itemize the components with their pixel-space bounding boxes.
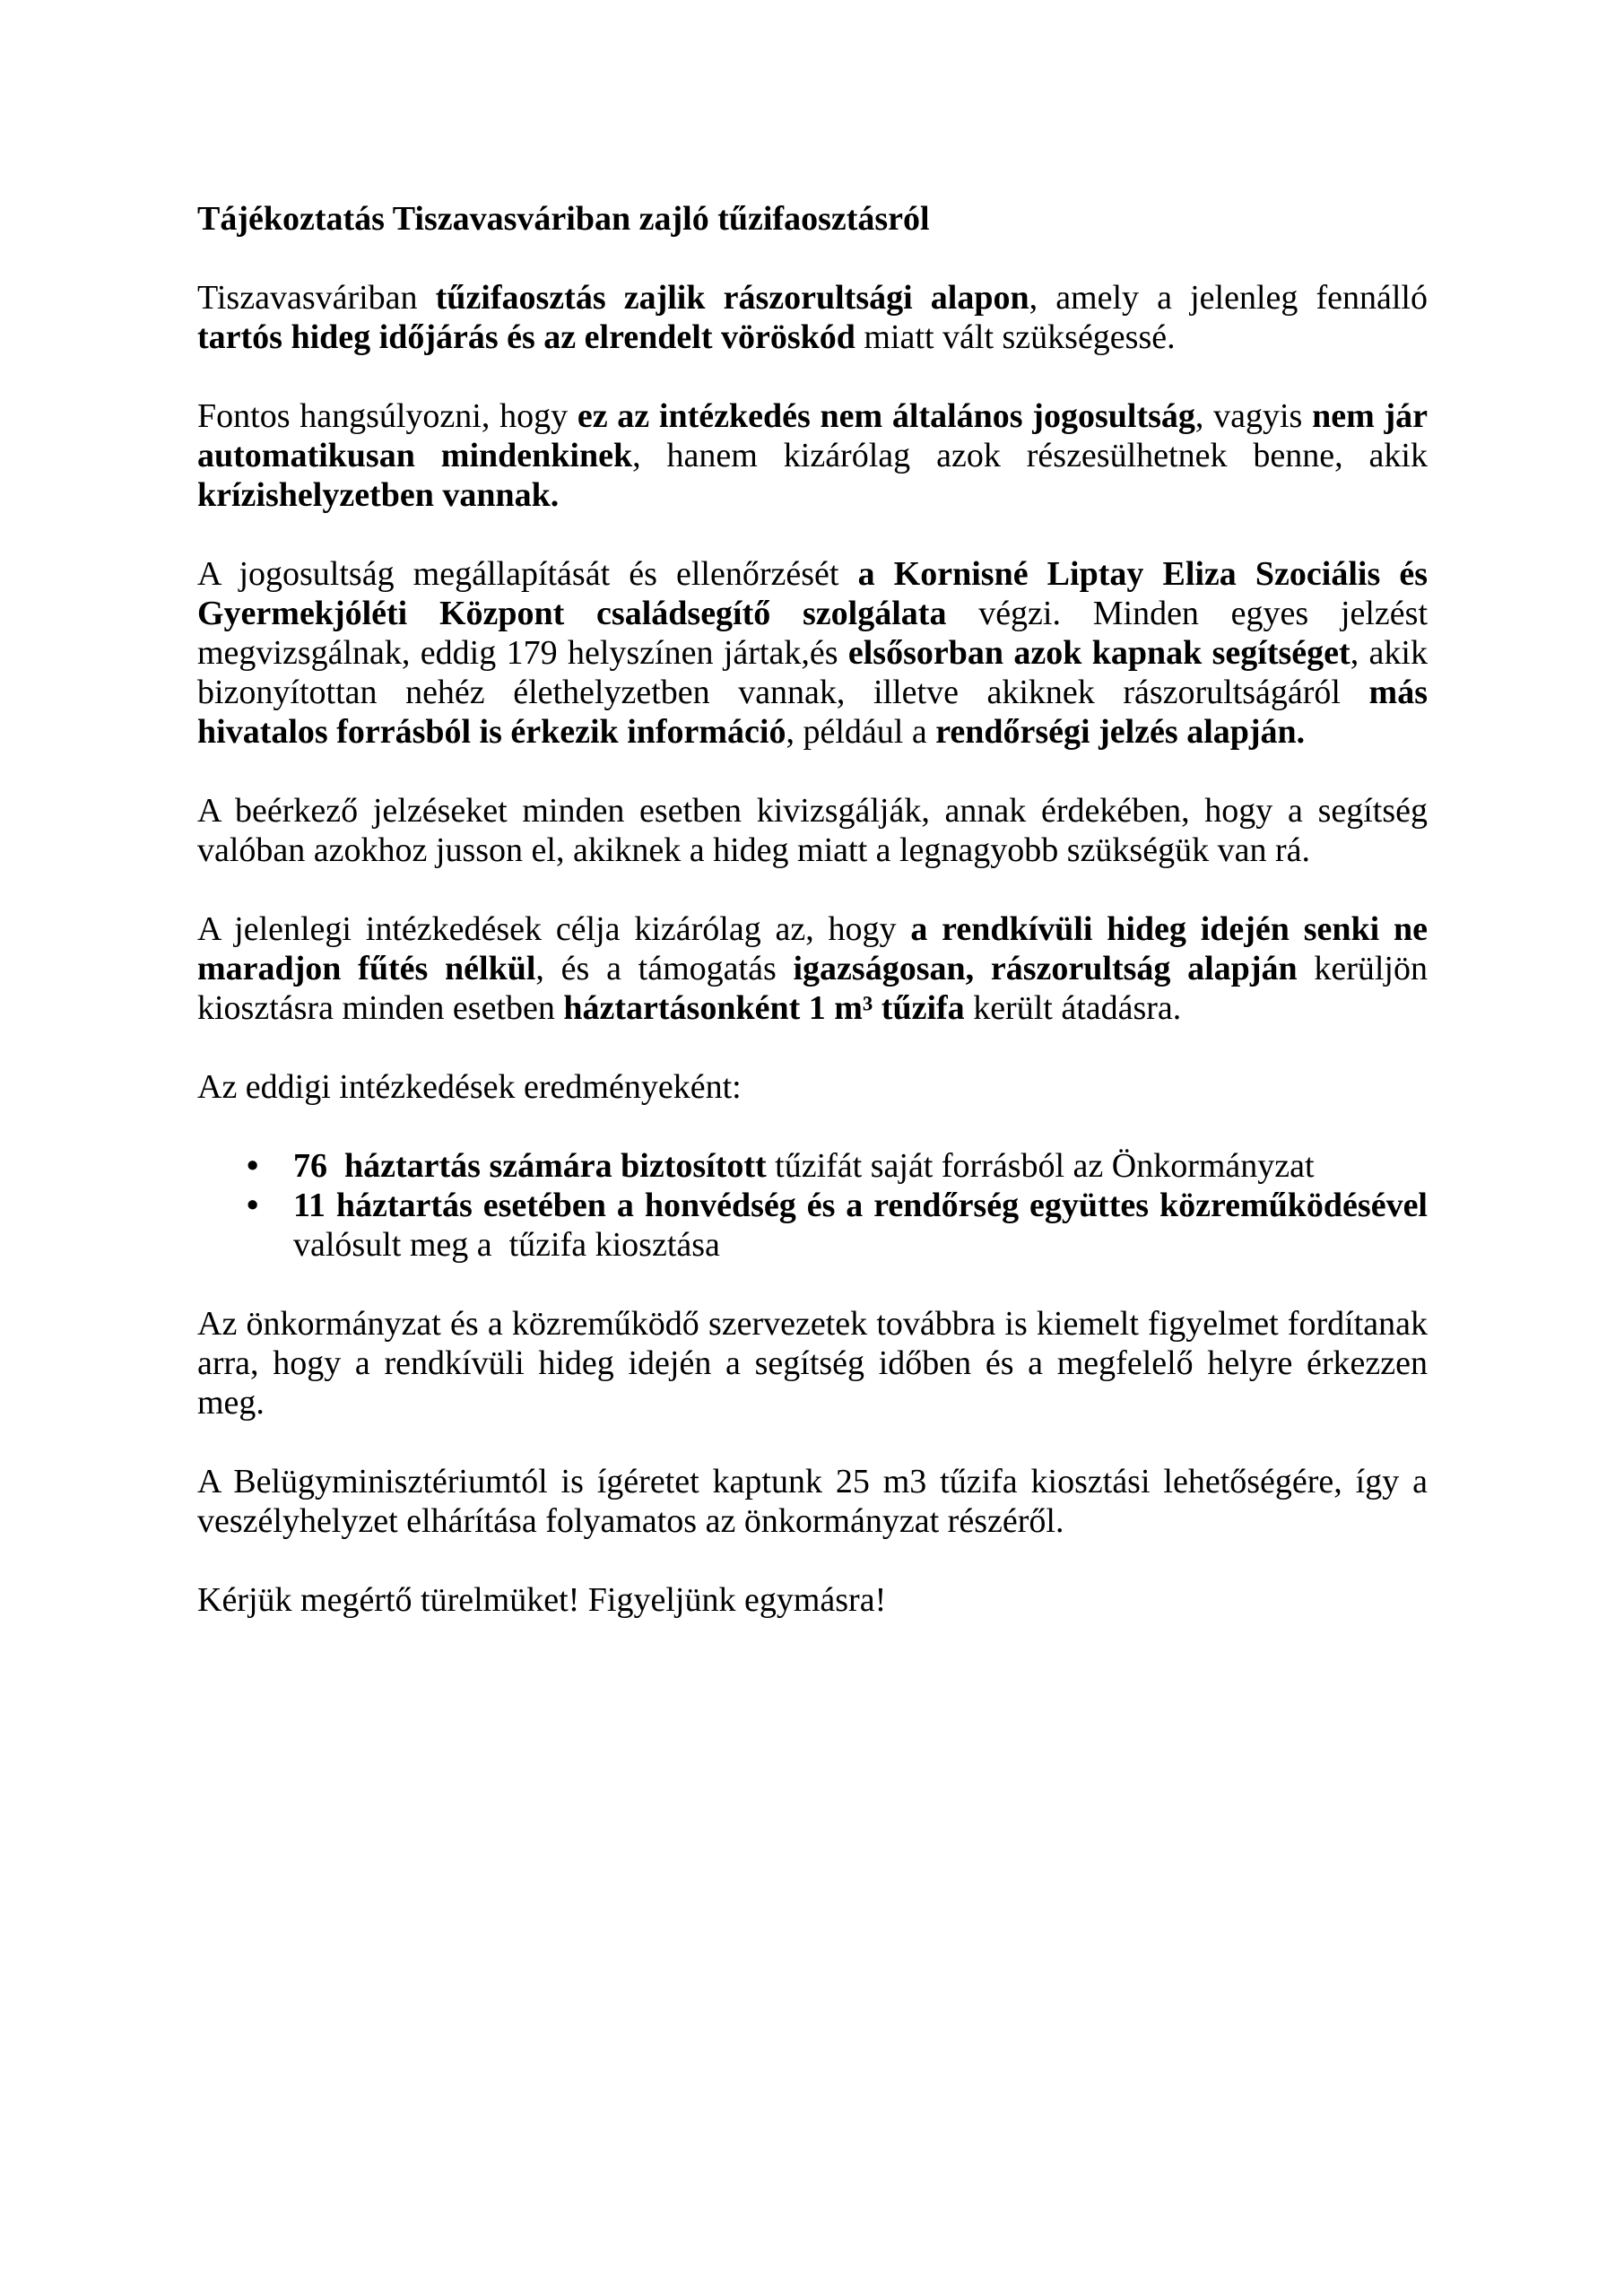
bullet-icon: • <box>247 1187 259 1224</box>
paragraph <box>197 909 1437 1028</box>
text-run: a Kornisné Liptay Eliza Szociális és Gyermekjóléti Központ családsegítő szolgálata <box>197 555 1437 632</box>
list-item <box>197 1146 1428 1186</box>
list-item <box>197 1186 1437 1265</box>
paragraph <box>197 1462 1437 1541</box>
paragraph <box>197 1067 1428 1107</box>
text-run: Az eddigi intézkedések eredményeként: <box>197 1068 742 1106</box>
text-run: nem jár automatikusan mindenkinek <box>197 397 1437 474</box>
text-run: Fontos hangsúlyozni, hogy <box>197 397 578 435</box>
paragraph <box>197 1580 1428 1620</box>
text-run: miatt vált szükségessé. <box>855 318 1176 356</box>
text-run: Kérjük megértő türelmüket! Figyeljünk egymásra! <box>197 1581 887 1619</box>
text-run: A Belügyminisztériumtól is ígéretet kaptunk 25 m3 tűzifa kiosztási lehetőségére, így a veszélyhelyzet elhárítása folyamatos az önkormányzat részéről. <box>197 1463 1437 1540</box>
bullet-icon: • <box>247 1147 259 1185</box>
text-run: 76 háztartás számára biztosított <box>293 1147 767 1185</box>
text-run: rendőrségi jelzés alapján. <box>935 713 1306 751</box>
text-run: , vagyis <box>1194 397 1313 435</box>
text-run: Tiszavasváriban <box>197 279 436 317</box>
text-run: , hanem kizárólag azok részesülhetnek benne, akik <box>632 437 1437 474</box>
text-run: , akik bizonyítottan nehéz élethelyzetben vannak, illetve akiknek rászorultságáról <box>197 634 1437 711</box>
text-run: végzi. Minden egyes jelzést megvizsgálnak, eddig 179 helyszínen jártak,és <box>197 595 1437 672</box>
text-run: elsősorban azok kapnak segítséget <box>847 634 1350 672</box>
text-run: kerüljön kiosztásra minden esetben <box>197 950 1437 1027</box>
text-run: a rendkívüli hideg idején senki ne maradjon fűtés nélkül <box>197 910 1437 987</box>
text-run: , és a támogatás <box>535 950 794 987</box>
text-run: háztartásonként 1 m³ tűzifa <box>563 989 965 1027</box>
text-run: ez az intézkedés nem általános jogosultság <box>577 397 1195 435</box>
text-run: krízishelyzetben vannak. <box>197 476 560 514</box>
text-run: valósult meg a tűzifa kiosztása <box>293 1187 1437 1264</box>
text-run: más hivatalos forrásból is érkezik információ <box>197 674 1437 751</box>
text-run: igazságosan, rászorultság alapján <box>793 950 1298 987</box>
text-run: tűzifát saját forrásból az Önkormányzat <box>766 1147 1315 1185</box>
text-run: A jogosultság megállapítását és ellenőrzését <box>197 555 858 593</box>
paragraph <box>197 554 1437 752</box>
text-run: , amely a jelenleg fennálló <box>1029 279 1437 317</box>
text-run: került átadásra. <box>964 989 1182 1027</box>
text-run: tűzifaosztás zajlik rászorultsági alapon <box>435 279 1029 317</box>
text-run: tartós hideg időjárás és az elrendelt vöröskód <box>197 318 855 356</box>
document-title: Tájékoztatás Tiszavasváriban zajló tűzifaosztásról <box>197 200 930 238</box>
document-body <box>197 278 1437 1620</box>
text-run: , például a <box>786 713 936 751</box>
text-run: 11 háztartás esetében a honvédség és a rendőrség együttes közreműködésével <box>293 1187 1428 1224</box>
text-run: Az önkormányzat és a közreműködő szervezetek továbbra is kiemelt figyelmet fordítanak arra, hogy a rendkívüli hideg idején a segítség időben és a megfelelő helyre érkezzen meg. <box>197 1305 1437 1422</box>
bullet-list <box>197 1146 1437 1265</box>
text-run: A jelenlegi intézkedések célja kizárólag az, hogy <box>197 910 911 948</box>
paragraph <box>197 1304 1437 1422</box>
paragraph <box>197 396 1437 515</box>
paragraph <box>197 791 1437 870</box>
text-run: A beérkező jelzéseket minden esetben kivizsgálják, annak érdekében, hogy a segítség valóban azokhoz jusson el, akiknek a hideg miatt a legnagyobb szükségük van rá. <box>197 792 1437 869</box>
paragraph <box>197 278 1437 357</box>
